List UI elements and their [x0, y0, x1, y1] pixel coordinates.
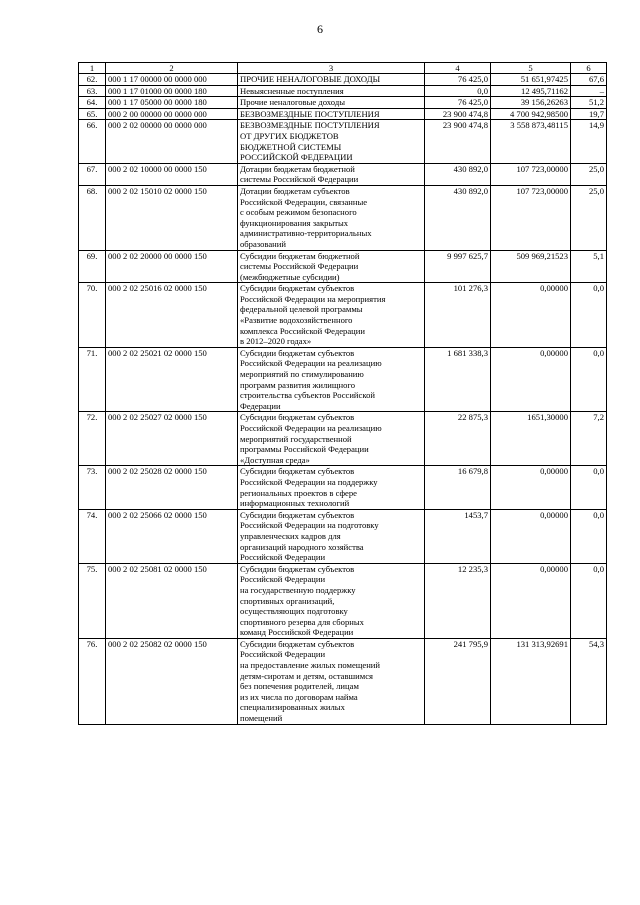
- row-number-cell: 63.: [79, 85, 106, 97]
- planned-amount-cell: 12 235,3: [425, 563, 491, 638]
- table-row: [79, 97, 607, 109]
- actual-amount-cell: 107 723,00000: [491, 163, 571, 185]
- execution-percent-cell: 25,0: [571, 163, 607, 185]
- budget-code-cell: 000 2 02 20000 00 0000 150: [106, 250, 238, 283]
- row-number-cell: 73.: [79, 466, 106, 509]
- table-row: [79, 563, 607, 638]
- budget-code-cell: 000 1 17 00000 00 0000 000: [106, 74, 238, 86]
- planned-amount-cell: 9 997 625,7: [425, 250, 491, 283]
- planned-amount-cell: 76 425,0: [425, 74, 491, 86]
- row-number-cell: 66.: [79, 120, 106, 163]
- execution-percent-cell: 51,2: [571, 97, 607, 109]
- table-row: [79, 347, 607, 412]
- execution-percent-cell: 5,1: [571, 250, 607, 283]
- budget-code-cell: 000 1 17 01000 00 0000 180: [106, 85, 238, 97]
- revenue-name-cell: БЕЗВОЗМЕЗДНЫЕ ПОСТУПЛЕНИЯ ОТ ДРУГИХ БЮДЖЕТОВ БЮДЖЕТНОЙ СИСТЕМЫ РОССИЙСКОЙ ФЕДЕРАЦИИ: [238, 120, 425, 163]
- execution-percent-cell: 0,0: [571, 466, 607, 509]
- revenue-name-cell: Дотации бюджетам субъектов Российской Федерации, связанные с особым режимом безопасного функционирования закрытых административно-территориальных образований: [238, 185, 425, 250]
- table-row: [79, 638, 607, 724]
- actual-amount-cell: 51 651,97425: [491, 74, 571, 86]
- revenue-name-cell: Субсидии бюджетам субъектов Российской Федерации на подготовку управленческих кадров для организаций народного хозяйства Российской Федерации: [238, 509, 425, 563]
- table-row: [79, 250, 607, 283]
- budget-code-cell: 000 2 02 10000 00 0000 150: [106, 163, 238, 185]
- budget-code-cell: 000 2 02 15010 02 0000 150: [106, 185, 238, 250]
- row-number-cell: 70.: [79, 283, 106, 348]
- table-row: [79, 85, 607, 97]
- revenue-name-cell: Прочие неналоговые доходы: [238, 97, 425, 109]
- revenue-name-cell: Субсидии бюджетам бюджетной системы Российской Федерации (межбюджетные субсидии): [238, 250, 425, 283]
- revenue-name-cell: Субсидии бюджетам субъектов Российской Федерации на поддержку региональных проектов в сфере информационных технологий: [238, 466, 425, 509]
- row-number-cell: 72.: [79, 412, 106, 466]
- table-header-row: [79, 63, 607, 74]
- planned-amount-cell: 1453,7: [425, 509, 491, 563]
- execution-percent-cell: 7,2: [571, 412, 607, 466]
- budget-code-cell: 000 2 02 25027 02 0000 150: [106, 412, 238, 466]
- actual-amount-cell: 0,00000: [491, 509, 571, 563]
- revenue-name-cell: Субсидии бюджетам субъектов Российской Федерации на реализацию мероприятий государственной программы Российской Федерации «Доступная среда»: [238, 412, 425, 466]
- budget-code-cell: 000 2 00 00000 00 0000 000: [106, 108, 238, 120]
- actual-amount-cell: 0,00000: [491, 563, 571, 638]
- header-cell-plan: 4: [425, 63, 491, 74]
- budget-code-cell: 000 2 02 25066 02 0000 150: [106, 509, 238, 563]
- planned-amount-cell: 22 875,3: [425, 412, 491, 466]
- budget-code-cell: 000 1 17 05000 00 0000 180: [106, 97, 238, 109]
- table-row: [79, 74, 607, 86]
- row-number-cell: 74.: [79, 509, 106, 563]
- planned-amount-cell: 101 276,3: [425, 283, 491, 348]
- execution-percent-cell: 0,0: [571, 283, 607, 348]
- revenue-name-cell: Невыясненные поступления: [238, 85, 425, 97]
- header-cell-percent: 6: [571, 63, 607, 74]
- budget-code-cell: 000 2 02 00000 00 0000 000: [106, 120, 238, 163]
- actual-amount-cell: 1651,30000: [491, 412, 571, 466]
- row-number-cell: 71.: [79, 347, 106, 412]
- revenue-name-cell: Субсидии бюджетам субъектов Российской Федерации на предоставление жилых помещений детям-сиротам и детям, оставшимся без попечения родителей, лицам из их числа по договорам найма специализированных жилых помещений: [238, 638, 425, 724]
- budget-code-cell: 000 2 02 25016 02 0000 150: [106, 283, 238, 348]
- planned-amount-cell: 23 900 474,8: [425, 108, 491, 120]
- execution-percent-cell: 0,0: [571, 509, 607, 563]
- budget-table: [78, 62, 607, 725]
- actual-amount-cell: 509 969,21523: [491, 250, 571, 283]
- budget-code-cell: 000 2 02 25081 02 0000 150: [106, 563, 238, 638]
- planned-amount-cell: 76 425,0: [425, 97, 491, 109]
- actual-amount-cell: 3 558 873,48115: [491, 120, 571, 163]
- execution-percent-cell: 67,6: [571, 74, 607, 86]
- actual-amount-cell: 0,00000: [491, 283, 571, 348]
- row-number-cell: 62.: [79, 74, 106, 86]
- table-row: [79, 120, 607, 163]
- revenue-name-cell: Субсидии бюджетам субъектов Российской Федерации на реализацию мероприятий по стимулированию программ развития жилищного строительства субъектов Российской Федерации: [238, 347, 425, 412]
- actual-amount-cell: 131 313,92691: [491, 638, 571, 724]
- row-number-cell: 65.: [79, 108, 106, 120]
- execution-percent-cell: –: [571, 85, 607, 97]
- row-number-cell: 64.: [79, 97, 106, 109]
- execution-percent-cell: 0,0: [571, 347, 607, 412]
- actual-amount-cell: 12 495,71162: [491, 85, 571, 97]
- table-row: [79, 509, 607, 563]
- revenue-name-cell: Субсидии бюджетам субъектов Российской Федерации на государственную поддержку спортивных организаций, осуществляющих подготовку спортивного резерва для сборных команд Российской Федерации: [238, 563, 425, 638]
- row-number-cell: 67.: [79, 163, 106, 185]
- row-number-cell: 68.: [79, 185, 106, 250]
- revenue-name-cell: БЕЗВОЗМЕЗДНЫЕ ПОСТУПЛЕНИЯ: [238, 108, 425, 120]
- header-cell-code: 2: [106, 63, 238, 74]
- table-row: [79, 466, 607, 509]
- execution-percent-cell: 0,0: [571, 563, 607, 638]
- header-cell-fact: 5: [491, 63, 571, 74]
- budget-code-cell: 000 2 02 25021 02 0000 150: [106, 347, 238, 412]
- planned-amount-cell: 430 892,0: [425, 185, 491, 250]
- actual-amount-cell: 4 700 942,98500: [491, 108, 571, 120]
- revenue-name-cell: Дотации бюджетам бюджетной системы Российской Федерации: [238, 163, 425, 185]
- actual-amount-cell: 39 156,26263: [491, 97, 571, 109]
- actual-amount-cell: 0,00000: [491, 466, 571, 509]
- planned-amount-cell: 23 900 474,8: [425, 120, 491, 163]
- planned-amount-cell: 1 681 338,3: [425, 347, 491, 412]
- actual-amount-cell: 0,00000: [491, 347, 571, 412]
- revenue-name-cell: ПРОЧИЕ НЕНАЛОГОВЫЕ ДОХОДЫ: [238, 74, 425, 86]
- table-row: [79, 185, 607, 250]
- execution-percent-cell: 54,3: [571, 638, 607, 724]
- header-cell-name: 3: [238, 63, 425, 74]
- execution-percent-cell: 25,0: [571, 185, 607, 250]
- table-row: [79, 412, 607, 466]
- planned-amount-cell: 241 795,9: [425, 638, 491, 724]
- row-number-cell: 76.: [79, 638, 106, 724]
- planned-amount-cell: 16 679,8: [425, 466, 491, 509]
- budget-code-cell: 000 2 02 25028 02 0000 150: [106, 466, 238, 509]
- planned-amount-cell: 0,0: [425, 85, 491, 97]
- execution-percent-cell: 14,9: [571, 120, 607, 163]
- table-row: [79, 163, 607, 185]
- planned-amount-cell: 430 892,0: [425, 163, 491, 185]
- table-row: [79, 108, 607, 120]
- budget-code-cell: 000 2 02 25082 02 0000 150: [106, 638, 238, 724]
- row-number-cell: 75.: [79, 563, 106, 638]
- revenue-name-cell: Субсидии бюджетам субъектов Российской Федерации на мероприятия федеральной целевой программы «Развитие водохозяйственного комплекса Российской Федерации в 2012–2020 годах»: [238, 283, 425, 348]
- table-row: [79, 283, 607, 348]
- row-number-cell: 69.: [79, 250, 106, 283]
- header-cell-row-number: 1: [79, 63, 106, 74]
- execution-percent-cell: 19,7: [571, 108, 607, 120]
- actual-amount-cell: 107 723,00000: [491, 185, 571, 250]
- page-number: 6: [317, 22, 323, 36]
